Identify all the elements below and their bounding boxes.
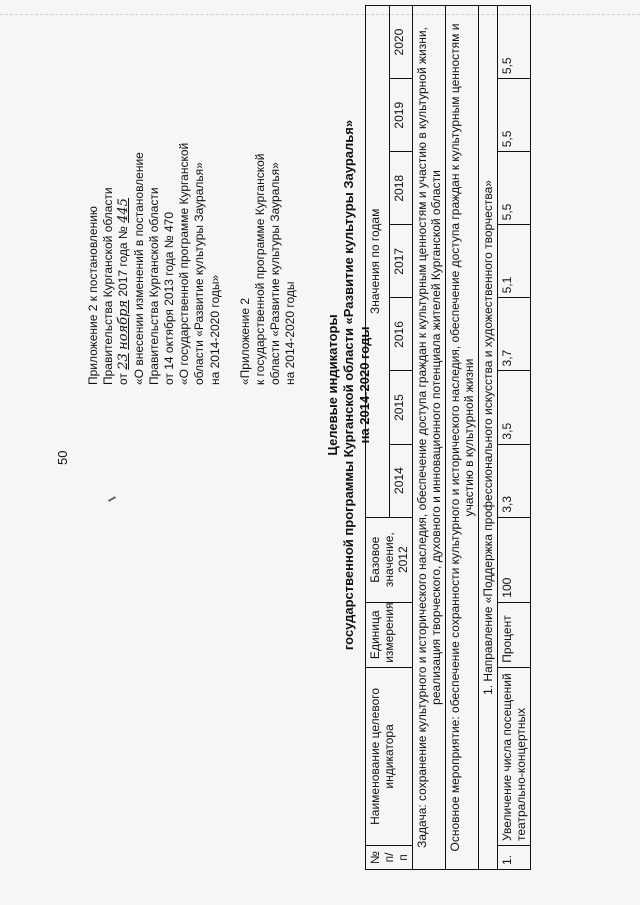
task-row — [413, 6, 446, 870]
stamp-line: области «Развитие культуры Зауралья» — [268, 162, 283, 385]
stamp-date-line — [116, 55, 131, 385]
direction-row — [479, 6, 498, 870]
stamp-line: «О государственной программе Курганской — [177, 142, 192, 385]
row-value: 3,5 — [498, 371, 531, 444]
row-base: 100 — [498, 517, 531, 602]
year-header: 2015 — [389, 371, 413, 444]
stamp-line: на 2014-2020 годы — [283, 281, 298, 385]
row-name: Увеличение числа посещений театрально-концертных — [498, 667, 531, 845]
date-number: 445 — [116, 198, 132, 223]
main-activity-text: Основное мероприятие: обеспечение сохранности культурного и исторического наследия, обеспечение доступа граждан к культурным ценностям и участию в культурной жизни — [446, 6, 479, 870]
stamp-line: от 14 октября 2013 года № 470 — [162, 211, 177, 385]
stamp-line: области «Развитие культуры Зауралья» — [192, 162, 207, 385]
stamp-line: к государственной программе Курганской — [253, 153, 268, 385]
row-value: 3,3 — [498, 444, 531, 517]
title-line-1: Целевые индикаторы — [325, 314, 340, 456]
row-num: 1. — [498, 845, 531, 869]
row-value: 3,7 — [498, 298, 531, 371]
row-value: 5,5 — [498, 6, 531, 79]
year-header: 2017 — [389, 225, 413, 298]
stamp-line: Приложение 2 к постановлению — [86, 206, 100, 385]
stamp-line: «Приложение 2 — [237, 297, 252, 385]
date-month: ноября — [116, 299, 132, 350]
date-prefix: от — [116, 373, 131, 385]
indicators-table — [365, 5, 531, 870]
stamp-line: Правительства Курганской области — [101, 187, 116, 385]
task-text: Задача: сохранение культурного и исторического наследия, обеспечение доступа граждан к культурным ценностям и участию в культурной жизни, реализация творческого, духовного и инновационного потенциала жителей Курганской области — [413, 6, 446, 870]
approval-stamp-text — [86, 55, 299, 385]
page-number: 50 — [55, 450, 70, 465]
year-header: 2019 — [389, 79, 413, 152]
year-header: 2016 — [389, 298, 413, 371]
stamp-line: «О внесении изменений в постановление — [131, 152, 146, 385]
direction-text: 1. Направление «Поддержка профессионального искусства и художественного творчества» — [479, 6, 498, 870]
row-unit: Процент — [498, 602, 531, 667]
table-row — [498, 6, 531, 870]
col-header-name: Наименование целевого индикатора — [366, 667, 413, 845]
stamp-line: Правительства Курганской области — [146, 187, 161, 385]
row-value: 5,5 — [498, 79, 531, 152]
year-header: 2020 — [389, 6, 413, 79]
col-header-base: Базовое значение, 2012 — [366, 517, 413, 602]
title-line-2: государственной программы Курганской области «Развитие культуры Зауралья» на 2014-2020 годы — [341, 119, 372, 651]
main-activity-row — [446, 6, 479, 870]
col-header-num: № п/п — [366, 845, 413, 869]
stamp-line: на 2014-2020 годы» — [207, 274, 222, 385]
row-value: 5,1 — [498, 225, 531, 298]
col-header-unit: Единица измерения — [366, 602, 413, 667]
row-value: 5,5 — [498, 152, 531, 225]
rotated-page — [0, 5, 640, 905]
year-header: 2014 — [389, 444, 413, 517]
col-header-values: Значения по годам — [366, 6, 390, 518]
year-header: 2018 — [389, 152, 413, 225]
table-header-row — [366, 6, 390, 870]
date-day: 23 — [116, 353, 132, 370]
date-year: 2017 года № — [116, 226, 131, 297]
